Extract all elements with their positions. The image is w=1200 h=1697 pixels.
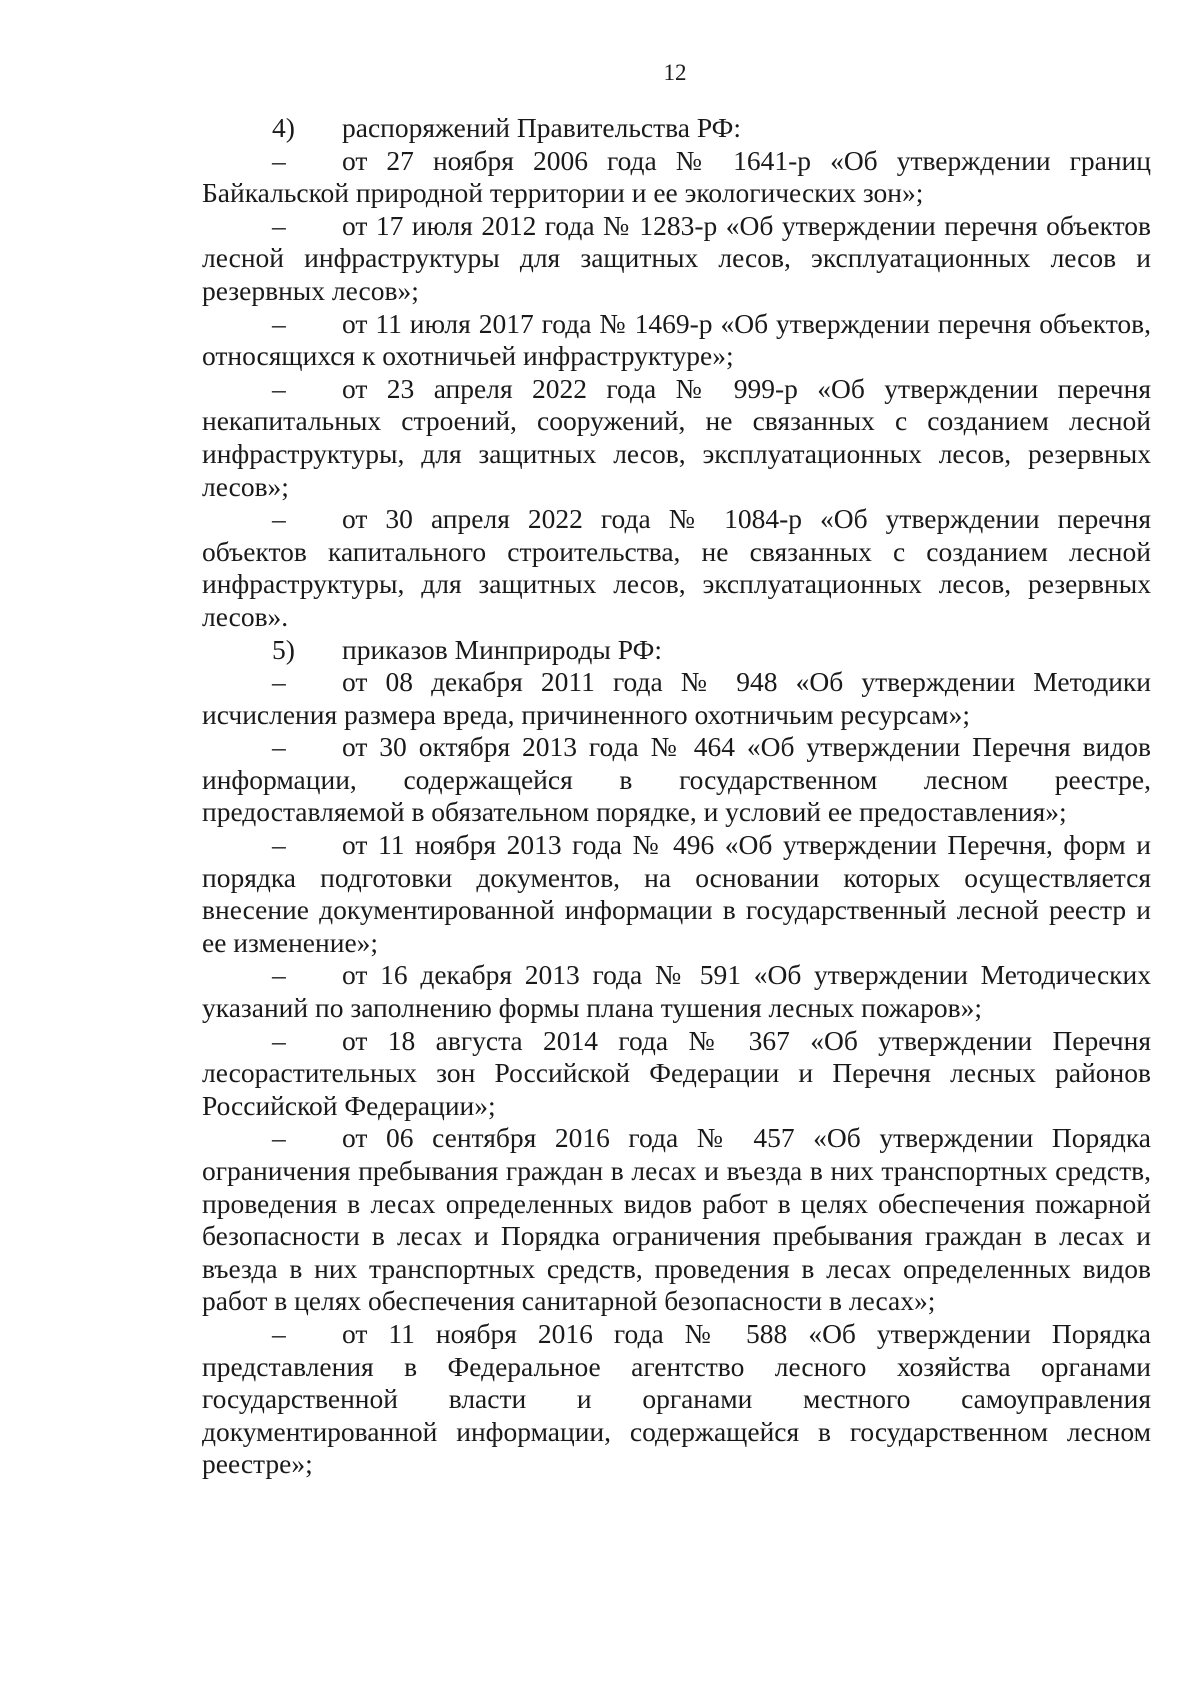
list-item-text: от 27 ноября 2006 года № 1641-р «Об утверждении границ Байкальской природной территории и ее экологических зон»; xyxy=(202,144,1151,209)
list-item-text: от 08 декабря 2011 года № 948 «Об утверждении Методики исчисления размера вреда, причиненного охотничьим ресурсам»; xyxy=(202,666,1151,730)
list-item xyxy=(202,1318,1151,1481)
list-item xyxy=(202,503,1151,633)
list-item-text: от 11 ноября 2013 года № 496 «Об утверждении Перечня, форм и порядка подготовки документов, на основании которых осуществляется внесение документированной информации в государственный лесной реестр и ее изменение»; xyxy=(202,829,1151,958)
list-item xyxy=(202,829,1151,959)
dash-marker: – xyxy=(272,731,286,763)
dash-marker: – xyxy=(272,209,286,241)
list-item-text: от 18 августа 2014 года № 367 «Об утверждении Перечня лесорастительных зон Российской Федерации и Перечня лесных районов Российской Федерации»; xyxy=(202,1024,1151,1121)
list-item-text: от 11 июля 2017 года № 1469-р «Об утверждении перечня объектов, относящихся к охотничьей инфраструктуре»; xyxy=(202,307,1151,372)
dash-marker: – xyxy=(272,1024,286,1056)
list-item-text: от 16 декабря 2013 года № 591 «Об утверждении Методических указаний по заполнению формы плана тушения лесных пожаров»; xyxy=(202,959,1151,1024)
list-item-text: от 23 апреля 2022 года № 999-р «Об утверждении перечня некапитальных строений, сооружений, не связанных с созданием лесной инфраструктуры, для защитных лесов, эксплуатационных лесов, резервных лесов»; xyxy=(202,372,1151,502)
list-item xyxy=(202,210,1151,308)
dash-marker: – xyxy=(272,503,286,535)
list-item xyxy=(202,1025,1151,1123)
document-body xyxy=(202,112,1151,1481)
section-number: 5) xyxy=(272,633,295,665)
list-item-text: от 06 сентября 2016 года № 457 «Об утверждении Порядка ограничения пребывания граждан в лесах и въезда в них транспортных средств, проведения в лесах определенных видов работ в целях обеспечения пожарной безопасности в лесах и Порядка ограничения пребывания граждан в лесах и въезда в них транспортных средств, проведения в лесах определенных видов работ в целях обеспечения санитарной безопасности в лесах»; xyxy=(202,1122,1151,1317)
section-heading-text: приказов Минприроды РФ: xyxy=(342,633,662,665)
list-item xyxy=(202,731,1151,829)
list-item xyxy=(202,959,1151,1024)
list-item-text: от 11 ноября 2016 года № 588 «Об утверждении Порядка представления в Федеральное агентство лесного хозяйства органами государственной власти и органами местного самоуправления документированной информации, содержащейся в государственном лесном реестре»; xyxy=(202,1317,1151,1480)
page-number: 12 xyxy=(663,60,687,85)
dash-marker: – xyxy=(272,307,286,339)
list-item-text: от 30 октября 2013 года № 464 «Об утверждении Перечня видов информации, содержащейся в государственном лесном реестре, предоставляемой в обязательном порядке, и условий ее предоставления»; xyxy=(202,731,1151,828)
dash-marker: – xyxy=(272,959,286,991)
section-heading-text: распоряжений Правительства РФ: xyxy=(342,112,742,143)
list-item xyxy=(202,373,1151,503)
list-item xyxy=(202,1122,1151,1318)
dash-marker: – xyxy=(272,829,286,861)
dash-marker: – xyxy=(272,144,286,176)
dash-marker: – xyxy=(272,1317,286,1349)
list-item xyxy=(202,308,1151,373)
dash-marker: – xyxy=(272,372,286,404)
list-item-text: от 30 апреля 2022 года № 1084-р «Об утверждении перечня объектов капитального строительства, не связанных с созданием лесной инфраструктуры, для защитных лесов, эксплуатационных лесов, резервных лесов». xyxy=(202,503,1151,632)
dash-marker: – xyxy=(272,1122,286,1154)
list-item xyxy=(202,145,1151,210)
dash-marker: – xyxy=(272,666,286,698)
section-heading xyxy=(202,112,1151,145)
list-item xyxy=(202,666,1151,731)
section-number: 4) xyxy=(272,112,295,143)
list-item-text: от 17 июля 2012 года № 1283-р «Об утверждении перечня объектов лесной инфраструктуры для защитных лесов, эксплуатационных лесов и резервных лесов»; xyxy=(202,209,1151,306)
section-heading xyxy=(202,634,1151,667)
